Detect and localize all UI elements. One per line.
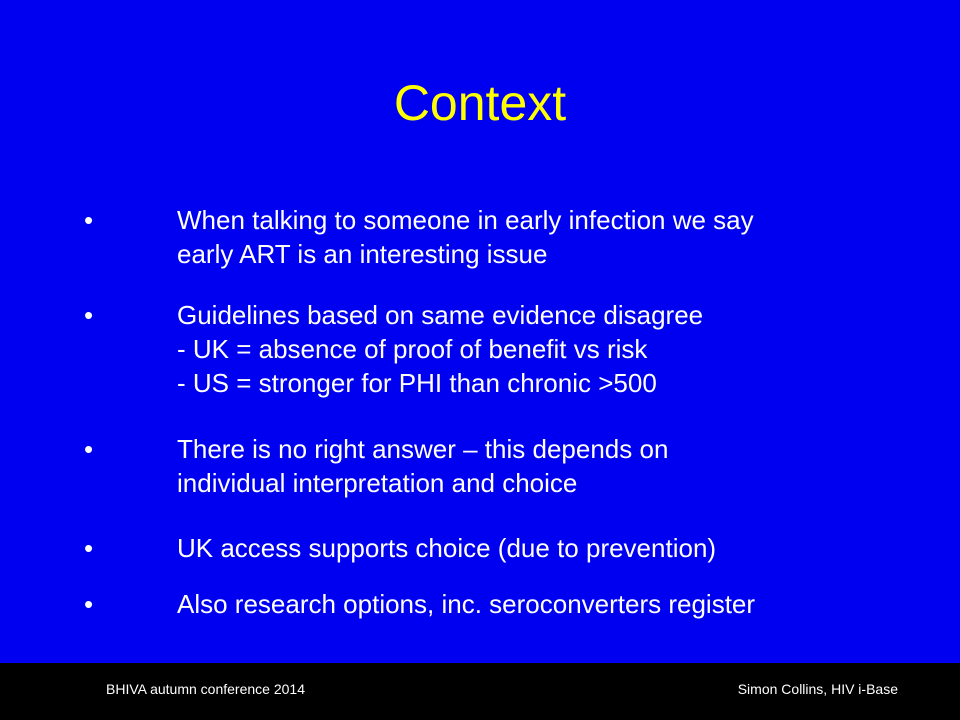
bullet-text <box>177 203 917 271</box>
bullet-line: When talking to someone in early infection we say <box>177 205 754 235</box>
slide-title: Context <box>393 75 567 131</box>
bullet-line: - UK = absence of proof of benefit vs risk <box>177 334 648 364</box>
bullet-text <box>177 432 917 500</box>
bullet-line: Also research options, inc. seroconverters register <box>177 589 756 619</box>
bullet-text <box>177 298 917 400</box>
bullet-line: UK access supports choice (due to prevention) <box>177 533 717 563</box>
bullet-line: Guidelines based on same evidence disagree <box>177 300 704 330</box>
bullet-text <box>177 587 917 621</box>
bullet-marker: • <box>84 205 94 235</box>
bullet-line: individual interpretation and choice <box>177 468 578 498</box>
bullet-line: - US = stronger for PHI than chronic >500 <box>177 368 657 398</box>
footer-author-label: Simon Collins, HIV i-Base <box>737 681 898 697</box>
bullet-marker: • <box>84 589 94 619</box>
bullet-marker: • <box>84 533 94 563</box>
bullet-line: There is no right answer – this depends on <box>177 434 669 464</box>
bullet-marker: • <box>84 300 94 330</box>
bullet-line: early ART is an interesting issue <box>177 239 548 269</box>
bullet-text <box>177 531 917 565</box>
bullet-marker: • <box>84 434 94 464</box>
footer-conference-label: BHIVA autumn conference 2014 <box>106 681 305 697</box>
